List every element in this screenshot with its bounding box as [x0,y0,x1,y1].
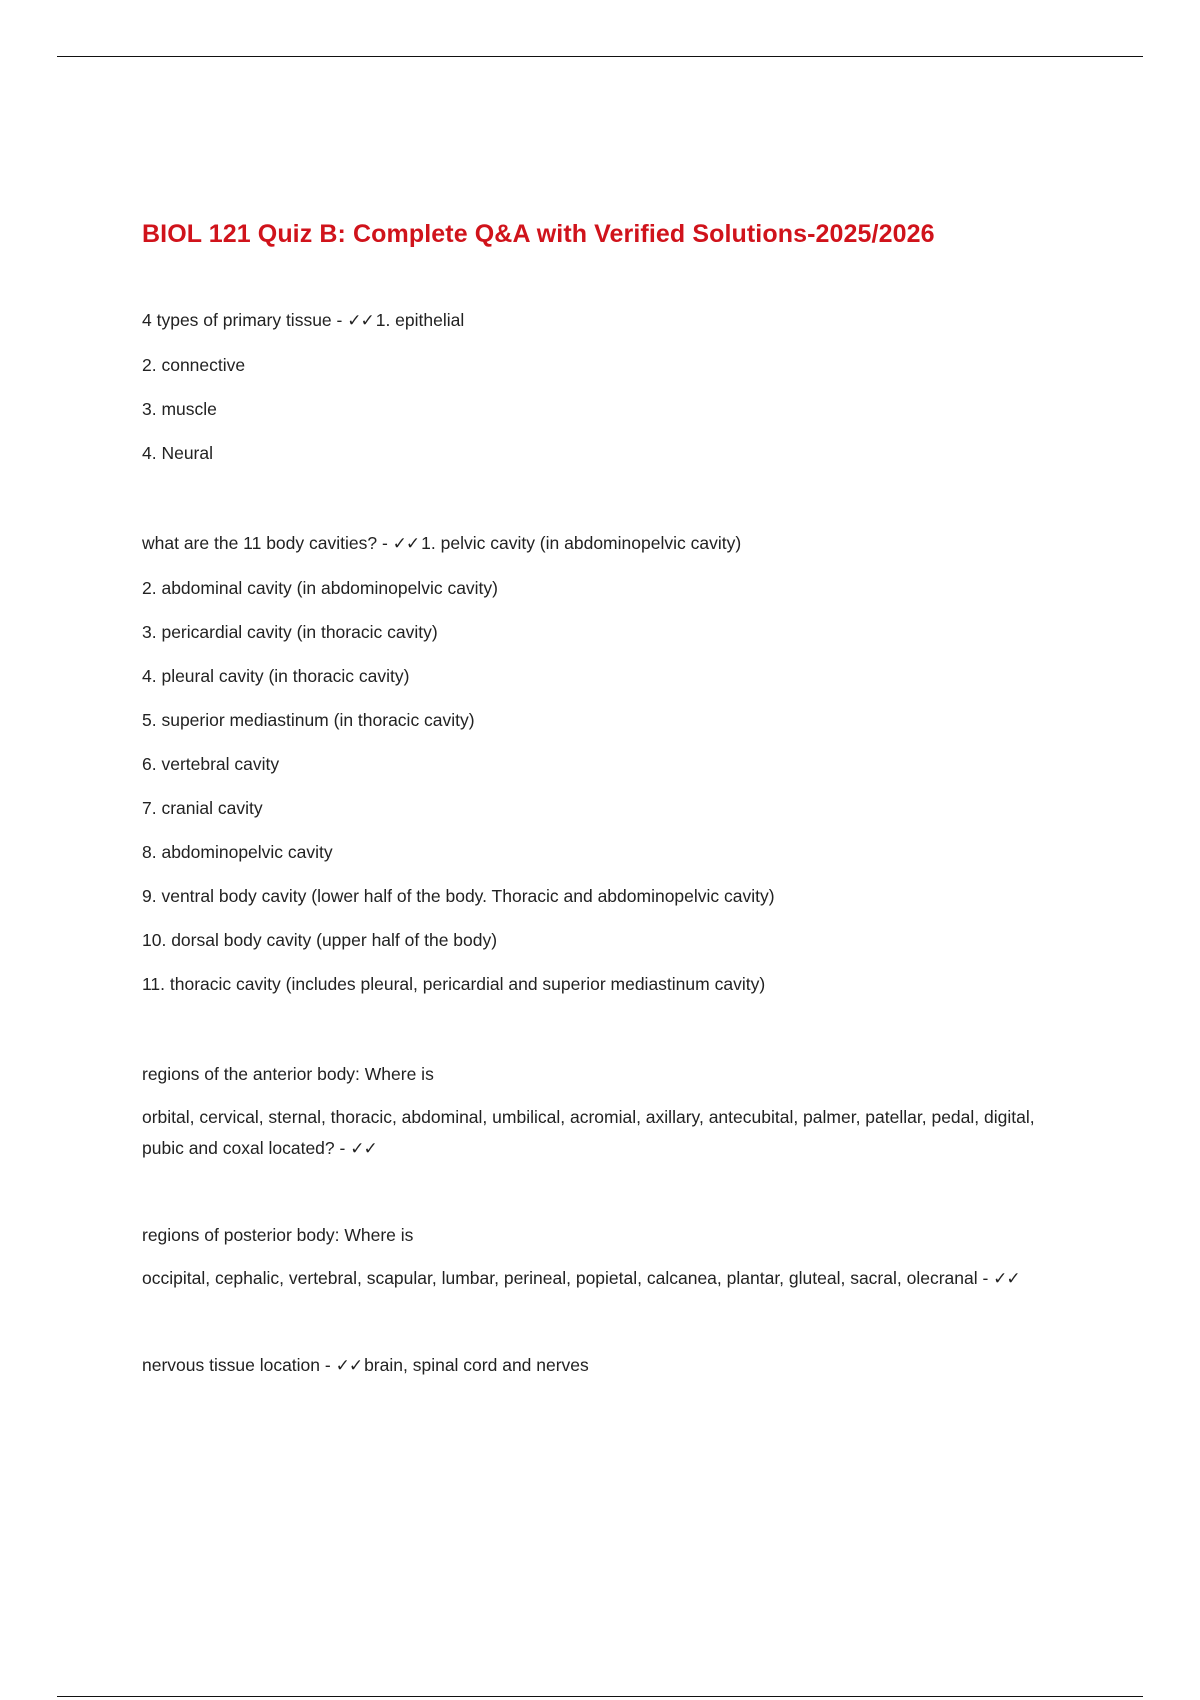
answer-item: 5. superior mediastinum (in thoracic cavity) [142,710,475,730]
qa-block-nervous-tissue [142,1343,1072,1388]
header-rule [57,56,1143,57]
answer-item: 6. vertebral cavity [142,754,280,774]
question-line: nervous tissue location - ✓✓ brain, spinal cord and nerves [142,1355,589,1376]
question-line: what are the 11 body cavities? - ✓✓ 1. pelvic cavity (in abdominopelvic cavity) [142,533,742,554]
checkmark-icon: ✓✓ [347,311,374,331]
question-line-continued: orbital, cervical, sternal, thoracic, abdominal, umbilical, acromial, axillary, antecubital, palmer, patellar, pedal, digital, pubic and coxal located? - ✓✓ [142,1107,1035,1159]
answer-item: 7. cranial cavity [142,798,263,818]
document-body [142,214,1072,1388]
answer-item: 2. connective [142,355,246,375]
checkmark-icon: ✓✓ [350,1139,377,1159]
qa-block-anterior-regions [142,1052,1072,1169]
checkmark-icon: ✓✓ [392,534,420,554]
qa-block-posterior-regions [142,1213,1072,1299]
checkmark-icon: ✓✓ [993,1269,1020,1289]
question-line: regions of the anterior body: Where is [142,1064,434,1084]
answer-item: 3. muscle [142,399,217,419]
qa-block-primary-tissue [142,298,1072,475]
document-title: BIOL 121 Quiz B: Complete Q&A with Verified Solutions-2025/2026 [142,220,935,248]
question-line-continued: occipital, cephalic, vertebral, scapular, lumbar, perineal, popietal, calcanea, plantar, gluteal, sacral, olecranal - ✓✓ [142,1268,1020,1289]
answer-item: 8. abdominopelvic cavity [142,842,333,862]
checkmark-icon: ✓✓ [335,1356,363,1376]
answer-item: 2. abdominal cavity (in abdominopelvic cavity) [142,578,498,598]
answer-item: 4. Neural [142,443,214,463]
question-line: 4 types of primary tissue - ✓✓ 1. epithelial [142,310,465,331]
answer-item: 4. pleural cavity (in thoracic cavity) [142,666,410,686]
answer-item: 11. thoracic cavity (includes pleural, pericardial and superior mediastinum cavity) [142,974,766,994]
question-line: regions of posterior body: Where is [142,1225,414,1245]
qa-block-body-cavities [142,521,1072,1006]
footer-rule [57,1696,1143,1697]
answer-item: 9. ventral body cavity (lower half of the body. Thoracic and abdominopelvic cavity) [142,886,775,906]
answer-item: 3. pericardial cavity (in thoracic cavity) [142,622,438,642]
answer-item: 10. dorsal body cavity (upper half of the body) [142,930,498,950]
